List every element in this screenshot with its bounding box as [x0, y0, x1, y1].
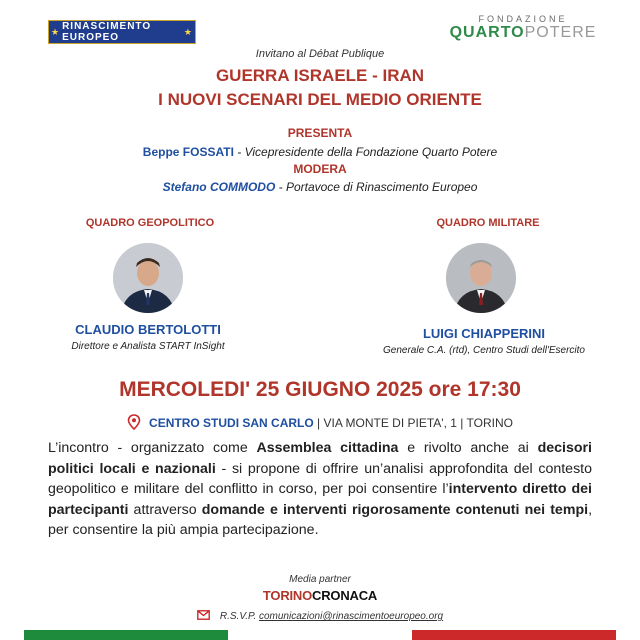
flag-red-band — [412, 630, 616, 640]
media-partner-label: Media partner — [289, 574, 351, 585]
right-speaker-name: LUIGI CHIAPPERINI — [422, 326, 546, 341]
right-heading: QUADRO MILITARE — [436, 217, 540, 229]
torino-cronaca-logo: TORINOCRONACA — [262, 588, 378, 603]
stars-icon: ★ — [51, 26, 61, 37]
title-line-2: I NUOVI SCENARI DEL MEDIO ORIENTE — [158, 90, 482, 109]
presenter-role: - Vicepresidente della Fondazione Quarto Potere — [233, 145, 498, 159]
rsvp-email[interactable]: comunicazioni@rinascimentoeuropeo.org — [258, 611, 444, 622]
quarto-potere-logo — [448, 14, 598, 42]
event-datetime: MERCOLEDI' 25 GIUGNO 2025 ore 17:30 — [119, 378, 521, 401]
logo-right-top: FONDAZIONE — [478, 14, 568, 24]
presenter-line — [0, 145, 640, 159]
logo-left-text: RINASCIMENTO EUROPEO — [62, 21, 152, 43]
venue-name: CENTRO STUDI SAN CARLO — [149, 416, 314, 430]
left-speaker-role: Direttore e Analista START InSight — [71, 341, 225, 352]
speaker-photo-bertolotti — [113, 243, 183, 313]
rinascimento-europeo-logo — [48, 20, 196, 44]
rsvp-label: R.S.V.P. — [219, 611, 259, 622]
moderator-line — [0, 180, 640, 194]
invite-line: Invitano al Débat Publique — [255, 48, 385, 60]
location-pin-icon — [127, 414, 141, 430]
title-line-1: GUERRA ISRAELE - IRAN — [215, 66, 425, 85]
left-heading: QUADRO GEOPOLITICO — [85, 217, 215, 229]
moderator-name: Stefano COMMODO — [162, 180, 276, 194]
moderator-role: - Portavoce di Rinascimento Europeo — [275, 180, 478, 194]
presenter-name: Beppe FOSSATI — [142, 145, 234, 159]
description-paragraph: L’incontro - organizzato come Assemblea cittadina e rivolto anche ai decisori politici locali e nazionali - si propone di offrire un’analisi approfondita del contesto geopolitico e militare del conflitto in corso, per poi consentire l’intervento diretto dei partecipanti attraverso domande e interventi rigorosamente contenuti nei tempi, per consentire la più ampia partecipazione. — [48, 440, 593, 538]
rsvp-line — [0, 610, 640, 622]
stars-icon: ★ — [183, 26, 193, 37]
flag-white-band — [228, 630, 412, 640]
speaker-photo-chiapperini — [446, 243, 516, 313]
logo-right-bottom: QUARTOPOTERE — [449, 24, 597, 41]
venue-line — [0, 414, 640, 430]
right-speaker-role: Generale C.A. (rtd), Centro Studi dell'Esercito — [383, 345, 585, 356]
venue-address: | VIA MONTE DI PIETA', 1 | TORINO — [313, 416, 513, 430]
presenta-label: PRESENTA — [287, 126, 353, 140]
modera-label: MODERA — [293, 162, 347, 176]
left-speaker-name: CLAUDIO BERTOLOTTI — [75, 322, 221, 337]
flag-green-band — [24, 630, 228, 640]
envelope-icon — [197, 610, 210, 620]
